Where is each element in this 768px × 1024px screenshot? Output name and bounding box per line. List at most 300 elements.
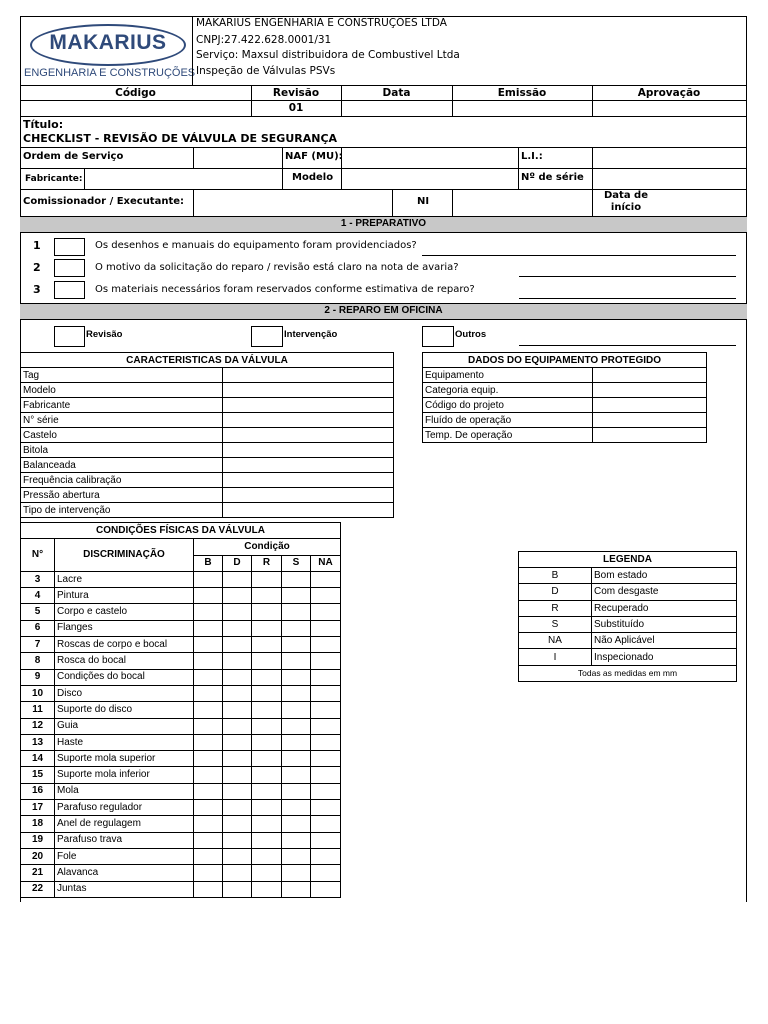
legenda-description: Bom estado — [592, 568, 737, 584]
condition-check-cell[interactable] — [282, 685, 311, 701]
condition-check-cell[interactable] — [194, 702, 223, 718]
condition-check-cell[interactable] — [194, 816, 223, 832]
table-row — [21, 816, 341, 832]
form-col — [282, 147, 283, 168]
condition-check-cell[interactable] — [194, 865, 223, 881]
condition-check-cell[interactable] — [282, 751, 311, 767]
condition-check-cell[interactable] — [282, 588, 311, 604]
frame-right-border — [746, 16, 747, 902]
condition-check-cell[interactable] — [194, 571, 223, 587]
condition-check-cell[interactable] — [311, 767, 341, 783]
condition-check-cell[interactable] — [282, 865, 311, 881]
table-row — [21, 604, 341, 620]
item-description: Suporte mola inferior — [55, 767, 194, 783]
condition-check-cell[interactable] — [252, 718, 282, 734]
table-row — [21, 865, 341, 881]
item-number: 11 — [21, 702, 55, 718]
condition-check-cell[interactable] — [194, 734, 223, 750]
codigo-label: Código — [115, 87, 156, 99]
condition-check-cell[interactable] — [194, 685, 223, 701]
item-description: Disco — [55, 685, 194, 701]
prep-checkbox-3[interactable] — [54, 281, 85, 299]
comissionador-label: Comissionador / Executante: — [23, 196, 185, 207]
legenda-row — [519, 584, 737, 600]
condition-check-cell[interactable] — [311, 685, 341, 701]
legenda-description: Com desgaste — [592, 584, 737, 600]
condition-check-cell[interactable] — [194, 767, 223, 783]
caracteristica-label: Tag — [21, 368, 223, 383]
prep-num: 3 — [33, 283, 41, 296]
item-description: Rosca do bocal — [55, 653, 194, 669]
condition-check-cell[interactable] — [252, 637, 282, 653]
caracteristica-row — [21, 488, 394, 503]
caracteristica-label: Castelo — [21, 428, 223, 443]
service-description: Serviço: Maxsul distribuidora de Combustivel Ltda — [196, 49, 460, 61]
dados-value-cell[interactable] — [593, 413, 707, 428]
condition-check-cell[interactable] — [311, 848, 341, 864]
condition-check-cell[interactable] — [223, 718, 252, 734]
caracteristica-value-cell[interactable] — [223, 383, 394, 398]
caracteristica-row — [21, 383, 394, 398]
condition-check-cell[interactable] — [223, 800, 252, 816]
legenda-description: Recuperado — [592, 600, 737, 616]
item-number: 20 — [21, 848, 55, 864]
condition-check-cell[interactable] — [194, 604, 223, 620]
intervencao-checkbox[interactable] — [251, 326, 283, 347]
caracteristica-label: Balanceada — [21, 458, 223, 473]
item-description: Suporte mola superior — [55, 751, 194, 767]
item-number: 6 — [21, 620, 55, 636]
table-row — [21, 653, 341, 669]
table-row — [21, 734, 341, 750]
legenda-row — [519, 600, 737, 616]
condition-check-cell[interactable] — [223, 685, 252, 701]
caracteristicas-table — [20, 352, 394, 518]
item-number: 3 — [21, 571, 55, 587]
condicao-header: Condição — [194, 539, 341, 555]
title-label: Título: — [23, 118, 64, 131]
condition-check-cell[interactable] — [311, 588, 341, 604]
condition-check-cell[interactable] — [252, 685, 282, 701]
table-row — [21, 832, 341, 848]
data-inicio-label-1: Data de — [604, 190, 648, 201]
condition-check-cell[interactable] — [223, 848, 252, 864]
condition-check-cell[interactable] — [282, 620, 311, 636]
dados-value-cell[interactable] — [593, 368, 707, 383]
outros-checkbox[interactable] — [422, 326, 454, 347]
dados-row — [423, 368, 707, 383]
table-row — [21, 848, 341, 864]
condition-check-cell[interactable] — [282, 604, 311, 620]
page-title: CHECKLIST - REVISÃO DE VÁLVULA DE SEGURANÇA — [23, 132, 338, 145]
condition-check-cell[interactable] — [311, 718, 341, 734]
outros-answer-line[interactable] — [519, 345, 736, 346]
form-col — [518, 147, 519, 168]
condition-check-cell[interactable] — [223, 620, 252, 636]
item-number: 9 — [21, 669, 55, 685]
item-number: 22 — [21, 881, 55, 897]
item-description: Alavanca — [55, 865, 194, 881]
condition-check-cell[interactable] — [252, 571, 282, 587]
item-number: 18 — [21, 816, 55, 832]
modelo-label: Modelo — [292, 172, 334, 183]
table-row — [21, 588, 341, 604]
form-col — [592, 168, 593, 189]
form-line — [20, 147, 747, 148]
revisao-value: 01 — [288, 102, 304, 114]
dados-row — [423, 428, 707, 443]
condition-check-cell[interactable] — [282, 653, 311, 669]
ordem-servico-label: Ordem de Serviço — [23, 151, 124, 162]
condition-check-cell[interactable] — [194, 588, 223, 604]
condition-check-cell[interactable] — [194, 653, 223, 669]
item-description: Flanges — [55, 620, 194, 636]
condition-check-cell[interactable] — [311, 653, 341, 669]
item-description: Roscas de corpo e bocal — [55, 637, 194, 653]
caracteristica-row — [21, 473, 394, 488]
condition-check-cell[interactable] — [252, 865, 282, 881]
condition-check-cell[interactable] — [252, 620, 282, 636]
table-row — [21, 783, 341, 799]
prep-question: Os materiais necessários foram reservados conforme estimativa de reparo? — [95, 284, 475, 295]
form-col — [193, 147, 194, 168]
li-label: L.I.: — [521, 151, 543, 162]
legenda-title: LEGENDA — [519, 552, 737, 568]
condition-check-cell[interactable] — [223, 881, 252, 897]
item-description: Mola — [55, 783, 194, 799]
legenda-code: I — [519, 649, 592, 665]
condition-check-cell[interactable] — [252, 816, 282, 832]
dados-row — [423, 398, 707, 413]
caracteristica-value-cell[interactable] — [223, 488, 394, 503]
dados-value-cell[interactable] — [593, 398, 707, 413]
item-description: Lacre — [55, 571, 194, 587]
item-number: 5 — [21, 604, 55, 620]
condition-check-cell[interactable] — [311, 865, 341, 881]
table-row — [21, 751, 341, 767]
condition-check-cell[interactable] — [311, 669, 341, 685]
condition-check-cell[interactable] — [311, 832, 341, 848]
condition-check-cell[interactable] — [252, 669, 282, 685]
table-row — [21, 637, 341, 653]
condition-check-cell[interactable] — [194, 718, 223, 734]
condition-check-cell[interactable] — [311, 734, 341, 750]
condition-check-cell[interactable] — [194, 800, 223, 816]
revisao-checkbox[interactable] — [54, 326, 85, 347]
condition-check-cell[interactable] — [223, 669, 252, 685]
item-number: 14 — [21, 751, 55, 767]
table-row — [21, 702, 341, 718]
caracteristica-value-cell[interactable] — [223, 398, 394, 413]
legenda-row — [519, 568, 737, 584]
data-inicio-label-2: início — [610, 202, 642, 213]
condition-check-cell[interactable] — [311, 637, 341, 653]
caracteristica-row — [21, 413, 394, 428]
caracteristica-row — [21, 503, 394, 518]
legenda-code: S — [519, 616, 592, 632]
caracteristica-value-cell[interactable] — [223, 443, 394, 458]
legenda-table — [518, 551, 737, 682]
caracteristica-value-cell[interactable] — [223, 428, 394, 443]
condition-check-cell[interactable] — [223, 653, 252, 669]
condition-check-cell[interactable] — [252, 588, 282, 604]
table-row — [21, 800, 341, 816]
dados-label: Temp. De operação — [423, 428, 593, 443]
condition-check-cell[interactable] — [282, 816, 311, 832]
condition-check-cell[interactable] — [194, 637, 223, 653]
condition-check-cell[interactable] — [194, 669, 223, 685]
condition-check-cell[interactable] — [282, 783, 311, 799]
condition-check-cell[interactable] — [282, 881, 311, 897]
condition-check-cell[interactable] — [194, 620, 223, 636]
item-description: Fole — [55, 848, 194, 864]
logo-name: MAKARIUS — [49, 31, 167, 54]
form-col — [193, 189, 194, 216]
intervencao-option-label: Intervenção — [284, 329, 338, 340]
caracteristica-row — [21, 443, 394, 458]
condition-check-cell[interactable] — [282, 800, 311, 816]
condition-check-cell[interactable] — [311, 881, 341, 897]
condition-check-cell[interactable] — [252, 832, 282, 848]
dados-value-cell[interactable] — [593, 428, 707, 443]
discriminacao-header: DISCRIMINAÇÃO — [55, 539, 194, 572]
prep-answer-line-2[interactable] — [519, 276, 736, 277]
caracteristica-value-cell[interactable] — [223, 458, 394, 473]
company-cnpj: CNPJ:27.422.628.0001/31 — [196, 34, 332, 46]
emissao-label: Emissão — [497, 87, 547, 99]
legenda-description: Não Aplicável — [592, 633, 737, 649]
section2-title: 2 - REPARO EM OFICINA — [324, 305, 443, 316]
condition-check-cell[interactable] — [311, 620, 341, 636]
condicoes-title: CONDIÇÕES FÍSICAS DA VÁLVULA — [21, 523, 341, 539]
condition-check-cell[interactable] — [194, 783, 223, 799]
form-col — [592, 147, 593, 168]
naf-label: NAF (MU): — [285, 151, 343, 162]
caracteristica-value-cell[interactable] — [223, 368, 394, 383]
condition-check-cell[interactable] — [194, 751, 223, 767]
form-col — [341, 168, 342, 189]
caracteristica-row — [21, 428, 394, 443]
item-description: Corpo e castelo — [55, 604, 194, 620]
caracteristica-label: Frequência calibração — [21, 473, 223, 488]
condicao-col-header: NA — [311, 555, 341, 571]
header-divider — [192, 16, 193, 86]
condition-check-cell[interactable] — [282, 734, 311, 750]
condition-check-cell[interactable] — [252, 734, 282, 750]
dados-label: Código do projeto — [423, 398, 593, 413]
dados-row — [423, 383, 707, 398]
item-number: 8 — [21, 653, 55, 669]
prep-answer-line-1[interactable] — [422, 255, 736, 256]
dados-row — [423, 413, 707, 428]
condition-check-cell[interactable] — [223, 767, 252, 783]
condition-check-cell[interactable] — [223, 832, 252, 848]
item-number: 15 — [21, 767, 55, 783]
item-description: Juntas — [55, 881, 194, 897]
condition-check-cell[interactable] — [282, 702, 311, 718]
legenda-note-row — [519, 665, 737, 681]
item-description: Guia — [55, 718, 194, 734]
item-description: Anel de regulagem — [55, 816, 194, 832]
condition-check-cell[interactable] — [252, 783, 282, 799]
caracteristica-row — [21, 398, 394, 413]
condition-check-cell[interactable] — [311, 751, 341, 767]
item-number: 10 — [21, 685, 55, 701]
condition-check-cell[interactable] — [223, 816, 252, 832]
condicao-col-header: D — [223, 555, 252, 571]
item-number: 16 — [21, 783, 55, 799]
condition-check-cell[interactable] — [282, 669, 311, 685]
condition-check-cell[interactable] — [282, 571, 311, 587]
item-number: 7 — [21, 637, 55, 653]
table-row — [21, 718, 341, 734]
condition-check-cell[interactable] — [223, 588, 252, 604]
condition-check-cell[interactable] — [282, 637, 311, 653]
condition-check-cell[interactable] — [311, 800, 341, 816]
item-description: Haste — [55, 734, 194, 750]
condition-check-cell[interactable] — [223, 783, 252, 799]
dados-title: DADOS DO EQUIPAMENTO PROTEGIDO — [423, 353, 707, 368]
item-number: 21 — [21, 865, 55, 881]
prep-answer-line-3[interactable] — [519, 298, 736, 299]
n-serie-label: Nº de série — [521, 172, 584, 183]
form-line — [20, 168, 747, 169]
legenda-code: B — [519, 568, 592, 584]
condition-check-cell[interactable] — [252, 767, 282, 783]
caracteristicas-title: CARACTERISTICAS DA VÁLVULA — [21, 353, 394, 368]
legenda-code: D — [519, 584, 592, 600]
prep-num: 2 — [33, 261, 41, 274]
section1-bar — [20, 216, 747, 233]
condition-check-cell[interactable] — [223, 604, 252, 620]
condition-check-cell[interactable] — [282, 832, 311, 848]
table-row — [21, 767, 341, 783]
condition-check-cell[interactable] — [223, 751, 252, 767]
prep-checkbox-1[interactable] — [54, 238, 85, 256]
dados-label: Fluído de operação — [423, 413, 593, 428]
caracteristica-row — [21, 368, 394, 383]
caracteristica-value-cell[interactable] — [223, 503, 394, 518]
condition-check-cell[interactable] — [311, 702, 341, 718]
legenda-description: Inspecionado — [592, 649, 737, 665]
revisao-option-label: Revisão — [86, 329, 123, 340]
condition-check-cell[interactable] — [252, 604, 282, 620]
section2-bar — [20, 303, 747, 320]
table-row — [21, 669, 341, 685]
condition-check-cell[interactable] — [223, 637, 252, 653]
caracteristica-row — [21, 458, 394, 473]
item-number: 17 — [21, 800, 55, 816]
condicoes-table — [20, 522, 341, 898]
condition-check-cell[interactable] — [311, 816, 341, 832]
legenda-description: Substituído — [592, 616, 737, 632]
item-number: 19 — [21, 832, 55, 848]
condition-check-cell[interactable] — [282, 718, 311, 734]
condicao-col-header: B — [194, 555, 223, 571]
legenda-code: R — [519, 600, 592, 616]
item-number: 4 — [21, 588, 55, 604]
table-row — [21, 571, 341, 587]
condition-check-cell[interactable] — [194, 832, 223, 848]
logo-subtitle: ENGENHARIA E CONSTRUÇÕES — [24, 67, 196, 79]
aprovacao-label: Aprovação — [637, 87, 701, 99]
doc-row-mid — [20, 100, 747, 101]
prep-num: 1 — [33, 239, 41, 252]
form-col — [282, 168, 283, 189]
prep-question: O motivo da solicitação do reparo / revisão está claro na nota de avaria? — [95, 262, 459, 273]
caracteristica-label: Modelo — [21, 383, 223, 398]
table-row — [21, 685, 341, 701]
doc-row-bottom — [20, 116, 747, 117]
condition-check-cell[interactable] — [282, 767, 311, 783]
item-description: Pintura — [55, 588, 194, 604]
dados-label: Equipamento — [423, 368, 593, 383]
condition-check-cell[interactable] — [223, 865, 252, 881]
caracteristica-value-cell[interactable] — [223, 413, 394, 428]
condition-check-cell[interactable] — [223, 571, 252, 587]
inspection-type: Inspeção de Válvulas PSVs — [196, 65, 336, 77]
form-col — [518, 168, 519, 189]
item-number: 13 — [21, 734, 55, 750]
caracteristica-label: Pressão abertura — [21, 488, 223, 503]
condition-check-cell[interactable] — [311, 604, 341, 620]
condition-check-cell[interactable] — [223, 734, 252, 750]
legenda-note: Todas as medidas em mm — [519, 665, 737, 681]
condition-check-cell[interactable] — [311, 571, 341, 587]
ni-label: NI — [417, 196, 430, 207]
condicao-col-header: S — [282, 555, 311, 571]
fabricante-label: Fabricante: — [25, 174, 83, 184]
caracteristica-label: Fabricante — [21, 398, 223, 413]
caracteristica-value-cell[interactable] — [223, 473, 394, 488]
prep-question: Os desenhos e manuais do equipamento foram providenciados? — [95, 240, 417, 251]
prep-checkbox-2[interactable] — [54, 259, 85, 277]
condition-check-cell[interactable] — [194, 848, 223, 864]
condition-check-cell[interactable] — [252, 800, 282, 816]
dados-equipamento-table — [422, 352, 707, 443]
condition-check-cell[interactable] — [252, 653, 282, 669]
dados-value-cell[interactable] — [593, 383, 707, 398]
condition-check-cell[interactable] — [282, 848, 311, 864]
item-number: 12 — [21, 718, 55, 734]
condition-check-cell[interactable] — [311, 783, 341, 799]
dados-label: Categoria equip. — [423, 383, 593, 398]
item-description: Suporte do disco — [55, 702, 194, 718]
num-header: N° — [21, 539, 55, 572]
item-description: Condições do bocal — [55, 669, 194, 685]
condition-check-cell[interactable] — [252, 848, 282, 864]
form-col — [84, 168, 85, 189]
doc-row-top — [20, 85, 747, 86]
legenda-code: NA — [519, 633, 592, 649]
caracteristica-label: Tipo de intervenção — [21, 503, 223, 518]
form-col — [452, 189, 453, 216]
item-description: Parafuso trava — [55, 832, 194, 848]
condition-check-cell[interactable] — [252, 751, 282, 767]
condition-check-cell[interactable] — [223, 702, 252, 718]
table-row — [21, 620, 341, 636]
table-row — [21, 881, 341, 897]
outros-option-label: Outros — [455, 329, 487, 340]
caracteristica-label: N° série — [21, 413, 223, 428]
condition-check-cell[interactable] — [194, 881, 223, 897]
condition-check-cell[interactable] — [252, 881, 282, 897]
section1-title: 1 - PREPARATIVO — [340, 218, 427, 229]
condicao-col-header: R — [252, 555, 282, 571]
form-col — [392, 189, 393, 216]
company-name: MAKARIUS ENGENHARIA E CONSTRUÇÕES LTDA — [196, 17, 447, 29]
condition-check-cell[interactable] — [252, 702, 282, 718]
